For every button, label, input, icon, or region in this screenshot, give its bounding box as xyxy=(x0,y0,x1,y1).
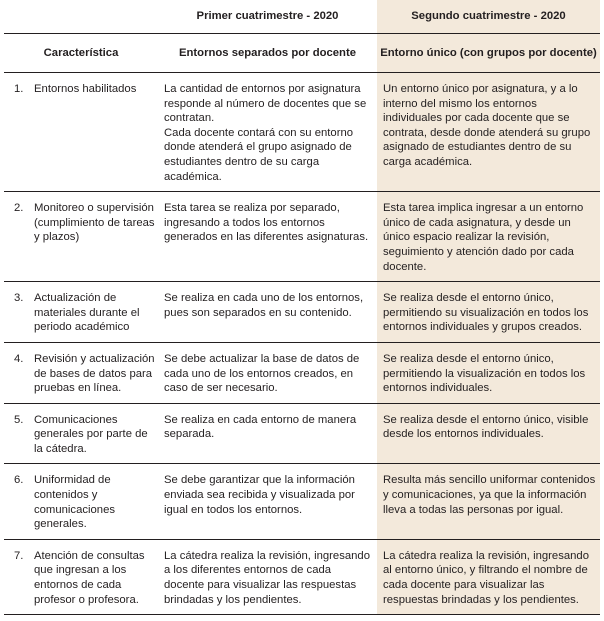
separate-text: La cantidad de entornos por asignatura responde al número de docentes que se contratan. xyxy=(164,83,367,125)
period-blank xyxy=(4,0,158,34)
header-separate: Entornos separados por docente xyxy=(158,34,377,73)
comparison-table xyxy=(4,0,600,615)
separate-cell: Se realiza en cada entorno de manera separada. xyxy=(158,403,377,464)
separate-cell: Se debe garantizar que la información enviada sea recibida y visualizada por igual en todos los entornos. xyxy=(158,464,377,539)
period-row xyxy=(4,0,600,34)
feature-cell xyxy=(4,73,158,192)
feature-cell xyxy=(4,464,158,539)
unique-cell: Un entorno único por asignatura, y a lo interno del mismo los entornos individuales por cada docente que se contrata, desde donde atenderá su grupo asignado de estudiantes dentro de su carga académica. xyxy=(377,73,600,192)
table-row xyxy=(4,282,600,343)
separate-cell: La cátedra realiza la revisión, ingresando a los diferentes entornos de cada docente para visualizar las respuestas brindadas y los pendientes. xyxy=(158,539,377,614)
feature-text: Revisión y actualización de bases de datos para pruebas en línea. xyxy=(34,352,155,395)
row-number: 5. xyxy=(14,413,24,426)
separate-text-2: Cada docente contará con su entorno donde atenderá el grupo asignado de estudiantes dentro de su carga académica. xyxy=(164,126,354,183)
row-number: 6. xyxy=(14,474,24,487)
unique-cell: Se realiza desde el entorno único, permitiendo la visualización en todos los entornos individuales. xyxy=(377,342,600,403)
unique-cell: Esta tarea implica ingresar a un entorno único de cada asignatura, y desde un único espacio realizar la revisión, seguimiento y atención dado por cada docente. xyxy=(377,192,600,282)
row-number: 2. xyxy=(14,202,24,215)
table-row xyxy=(4,192,600,282)
feature-cell xyxy=(4,403,158,464)
table-row xyxy=(4,342,600,403)
row-number: 4. xyxy=(14,352,24,365)
period-second: Segundo cuatrimestre - 2020 xyxy=(377,0,600,34)
feature-cell xyxy=(4,342,158,403)
feature-cell xyxy=(4,282,158,343)
separate-cell: Esta tarea se realiza por separado, ingresando a todos los entornos generados en las diferentes asignaturas. xyxy=(158,192,377,282)
unique-cell: La cátedra realiza la revisión, ingresando al entorno único, y filtrando el nombre de cada docente para visualizar las respuestas brindadas y los pendientes. xyxy=(377,539,600,614)
table-row xyxy=(4,73,600,192)
table-row xyxy=(4,403,600,464)
feature-cell xyxy=(4,192,158,282)
feature-text: Comunicaciones generales por parte de la cátedra. xyxy=(34,413,148,455)
feature-text: Actualización de materiales durante el periodo académico xyxy=(34,292,140,334)
separate-cell: Se realiza en cada uno de los entornos, pues son separados en su contenido. xyxy=(158,282,377,343)
row-number: 3. xyxy=(14,292,24,305)
separate-cell xyxy=(158,73,377,192)
feature-text: Entornos habilitados xyxy=(34,83,137,95)
unique-cell: Resulta más sencillo uniformar contenidos y comunicaciones, ya que la información lleva a todas las personas por igual. xyxy=(377,464,600,539)
feature-text: Monitoreo o supervisión (cumplimiento de tareas y plazos) xyxy=(34,202,155,244)
feature-cell xyxy=(4,539,158,614)
period-first: Primer cuatrimestre - 2020 xyxy=(196,10,339,23)
feature-text: Atención de consultas que ingresan a los entornos de cada profesor o profesora. xyxy=(34,549,145,606)
row-number: 7. xyxy=(14,549,24,562)
table-row xyxy=(4,539,600,614)
header-row xyxy=(4,34,600,73)
header-unique: Entorno único (con grupos por docente) xyxy=(377,34,600,73)
header-feature: Característica xyxy=(4,34,158,73)
unique-cell: Se realiza desde el entorno único, permitiendo su visualización en todos los entornos individuales y grupos creados. xyxy=(377,282,600,343)
separate-cell: Se debe actualizar la base de datos de cada uno de los entornos creados, en caso de ser necesario. xyxy=(158,342,377,403)
row-number: 1. xyxy=(14,83,24,95)
table-row xyxy=(4,464,600,539)
feature-text: Uniformidad de contenidos y comunicaciones generales. xyxy=(34,474,116,531)
unique-cell: Se realiza desde el entorno único, visible desde los entornos individuales. xyxy=(377,403,600,464)
